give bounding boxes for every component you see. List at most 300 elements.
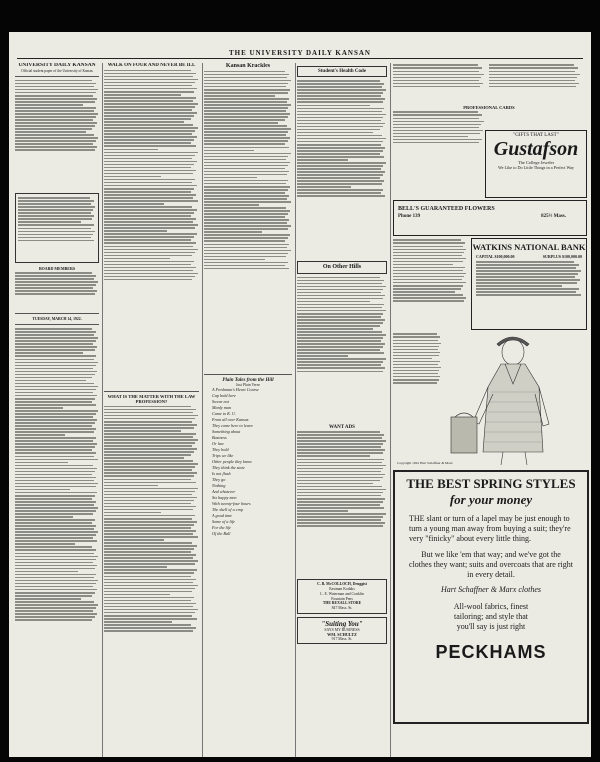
text-line-texture	[104, 457, 184, 459]
text-line-texture	[15, 128, 92, 130]
text-line-texture	[297, 361, 383, 363]
poem-line: They think the state	[212, 464, 245, 470]
text-line-texture	[297, 162, 386, 164]
text-line-texture	[104, 73, 196, 75]
rule	[15, 324, 99, 325]
text-line-texture	[104, 521, 197, 523]
text-line-texture	[15, 462, 68, 464]
date-line: TUESDAY, MARCH 14, 1922.	[32, 317, 82, 322]
poem-line: Something about	[212, 428, 241, 434]
text-line-texture	[204, 189, 288, 191]
text-line-texture	[204, 119, 285, 121]
text-line-texture	[104, 164, 194, 166]
text-line-texture	[297, 147, 385, 149]
text-line-texture	[104, 145, 196, 147]
text-line-texture	[104, 82, 195, 84]
text-line-texture	[104, 600, 191, 602]
text-line-texture	[297, 174, 383, 176]
text-line-texture	[204, 165, 288, 167]
text-line-texture	[297, 171, 385, 173]
spring-maker: Hart Schaffner & Marx clothes	[441, 585, 541, 594]
text-line-texture	[104, 436, 193, 438]
text-line-texture	[15, 440, 93, 442]
text-line-texture	[297, 168, 381, 170]
text-line-texture	[393, 114, 482, 116]
text-line-texture	[393, 352, 440, 354]
text-line-texture	[297, 452, 383, 454]
text-line-texture	[476, 285, 562, 287]
text-line-texture	[104, 615, 192, 617]
text-line-texture	[15, 522, 92, 524]
text-line-texture	[297, 310, 386, 312]
text-line-texture	[18, 206, 95, 208]
text-line-texture	[104, 133, 192, 135]
text-line-texture	[393, 124, 481, 126]
text-line-texture	[204, 98, 289, 100]
text-line-texture	[297, 180, 384, 182]
text-line-texture	[104, 530, 196, 532]
text-line-texture	[104, 136, 197, 138]
text-line-texture	[104, 466, 195, 468]
text-line-texture	[104, 557, 193, 559]
text-line-texture	[104, 206, 192, 208]
text-line-texture	[15, 525, 96, 527]
text-line-texture	[15, 446, 95, 448]
poem-line: Six happy men	[212, 494, 237, 500]
text-line-texture	[297, 192, 381, 194]
poem-line: Nothing	[212, 482, 226, 488]
text-line-texture	[104, 106, 195, 108]
text-line-texture	[297, 280, 384, 282]
text-line-texture	[15, 119, 93, 121]
text-line-texture	[15, 116, 96, 118]
text-line-texture	[15, 404, 96, 406]
text-line-texture	[104, 627, 196, 629]
text-line-texture	[297, 328, 373, 330]
text-line-texture	[204, 180, 288, 182]
text-line-texture	[15, 422, 95, 424]
text-line-texture	[393, 261, 463, 263]
text-line-texture	[297, 507, 384, 509]
text-line-texture	[15, 104, 83, 106]
text-line-texture	[393, 288, 461, 290]
text-line-texture	[15, 140, 96, 142]
other-hills-title: On Other Hills	[297, 261, 387, 273]
spring-styles-ad	[393, 470, 589, 724]
text-line-texture	[104, 267, 196, 269]
rule	[15, 76, 99, 77]
text-line-texture	[15, 143, 93, 145]
text-line-texture	[15, 531, 98, 533]
text-line-texture	[18, 215, 94, 217]
drug-store-ad	[297, 579, 387, 614]
text-line-texture	[104, 412, 193, 414]
text-line-texture	[104, 566, 167, 568]
text-line-texture	[393, 300, 464, 302]
text-line-texture	[104, 218, 196, 220]
text-line-texture	[104, 170, 196, 172]
text-line-texture	[297, 516, 383, 518]
text-line-texture	[297, 325, 380, 327]
drug-store-ad-line: 847 Mass. St.	[331, 606, 353, 611]
text-line-texture	[297, 440, 386, 442]
text-line-texture	[15, 610, 93, 612]
column-3	[204, 63, 296, 757]
rule	[204, 374, 292, 375]
text-line-texture	[393, 139, 482, 141]
text-line-texture	[15, 331, 96, 333]
text-line-texture	[297, 286, 386, 288]
text-line-texture	[104, 182, 192, 184]
drug-store-ad-line: Fountain Pens	[331, 596, 353, 601]
text-line-texture	[104, 618, 197, 620]
bells-flowers-phone: Phone 139	[398, 214, 421, 219]
poem-line: The shell of a crop	[212, 506, 244, 512]
text-line-texture	[476, 276, 575, 278]
text-line-texture	[297, 126, 383, 128]
shop-list	[489, 63, 581, 103]
text-line-texture	[393, 71, 479, 73]
poem-line: Business	[212, 434, 227, 440]
text-line-texture	[104, 588, 195, 590]
text-line-texture	[204, 110, 286, 112]
text-line-texture	[104, 418, 195, 420]
text-line-texture	[297, 525, 383, 527]
text-line-texture	[393, 346, 439, 348]
text-line-texture	[393, 86, 480, 88]
poem-line: Came to K. U.	[212, 410, 237, 416]
text-line-texture	[104, 236, 194, 238]
text-line-texture	[204, 244, 289, 246]
text-line-texture	[15, 80, 92, 82]
text-line-texture	[297, 465, 386, 467]
text-line-texture	[476, 267, 576, 269]
text-line-texture	[489, 71, 575, 73]
text-line-texture	[104, 421, 192, 423]
text-line-texture	[104, 91, 194, 93]
text-line-texture	[297, 177, 380, 179]
text-line-texture	[297, 117, 383, 119]
text-line-texture	[393, 361, 440, 363]
text-line-texture	[393, 382, 437, 384]
text-line-texture	[15, 468, 97, 470]
text-line-texture	[204, 131, 288, 133]
text-line-texture	[297, 468, 383, 470]
text-line-texture	[15, 443, 97, 445]
text-line-texture	[297, 522, 385, 524]
text-line-texture	[15, 619, 92, 621]
poem-line: They go	[212, 476, 226, 482]
text-line-texture	[104, 176, 161, 178]
text-line-texture	[297, 334, 386, 336]
spring-body-2: But we like 'em that way; and we've got the clothes they want; suits and overcoats that are right in every detail.	[409, 550, 573, 579]
text-line-texture	[15, 607, 96, 609]
text-line-texture	[15, 125, 95, 127]
text-line-texture	[15, 504, 94, 506]
text-line-texture	[15, 474, 92, 476]
text-line-texture	[104, 242, 196, 244]
text-line-texture	[104, 215, 191, 217]
spring-tag-1: All-wool fabrics, finest	[453, 602, 529, 611]
text-line-texture	[104, 494, 192, 496]
text-line-texture	[15, 483, 98, 485]
text-line-texture	[393, 336, 440, 338]
text-line-texture	[104, 445, 192, 447]
text-line-texture	[104, 264, 191, 266]
text-line-texture	[15, 425, 92, 427]
rule	[104, 391, 199, 392]
text-line-texture	[15, 556, 98, 558]
text-line-texture	[297, 489, 386, 491]
text-line-texture	[15, 122, 97, 124]
text-line-texture	[15, 431, 94, 433]
text-line-texture	[204, 134, 286, 136]
text-line-texture	[104, 585, 198, 587]
spring-tag-3: you'll say is just right	[456, 622, 526, 631]
text-line-texture	[15, 595, 92, 597]
text-line-texture	[297, 138, 386, 140]
gustafson-tagline: "GIFTS THAT LAST"	[513, 133, 559, 138]
text-line-texture	[15, 395, 97, 397]
text-line-texture	[297, 129, 380, 131]
column-2	[104, 63, 203, 757]
text-line-texture	[104, 472, 197, 474]
text-line-texture	[15, 113, 98, 115]
text-line-texture	[15, 543, 75, 545]
text-line-texture	[15, 492, 97, 494]
text-line-texture	[297, 114, 386, 116]
text-line-texture	[393, 118, 479, 120]
text-line-texture	[104, 475, 194, 477]
text-line-texture	[104, 460, 193, 462]
text-line-texture	[393, 279, 462, 281]
text-line-texture	[204, 222, 287, 224]
text-line-texture	[204, 192, 285, 194]
text-line-texture	[104, 188, 194, 190]
text-line-texture	[204, 71, 285, 73]
poem-line: And whatever	[212, 488, 236, 494]
text-line-texture	[18, 231, 95, 233]
text-line-texture	[104, 167, 191, 169]
text-line-texture	[393, 77, 481, 79]
text-line-texture	[15, 365, 96, 367]
text-line-texture	[204, 104, 291, 106]
text-line-texture	[393, 121, 484, 123]
text-line-texture	[104, 524, 194, 526]
text-line-texture	[393, 264, 453, 266]
text-line-texture	[104, 97, 196, 99]
text-line-texture	[15, 374, 95, 376]
text-line-texture	[297, 277, 380, 279]
text-line-texture	[18, 197, 90, 199]
text-line-texture	[204, 216, 285, 218]
text-line-texture	[297, 183, 382, 185]
text-line-texture	[15, 428, 96, 430]
text-line-texture	[204, 125, 287, 127]
text-line-texture	[393, 276, 464, 278]
editorial-body	[15, 328, 99, 757]
text-line-texture	[104, 94, 181, 96]
bank-capital: CAPITAL $100,000.00	[476, 254, 515, 259]
spring-subheadline: for your money	[449, 492, 533, 507]
text-line-texture	[476, 279, 580, 281]
text-line-texture	[297, 474, 385, 476]
text-line-texture	[476, 282, 577, 284]
poem-line: With twenty-four hours	[212, 500, 251, 506]
text-line-texture	[15, 486, 96, 488]
text-line-texture	[15, 571, 78, 573]
text-line-texture	[104, 230, 167, 232]
text-line-texture	[204, 107, 288, 109]
text-line-texture	[489, 86, 576, 88]
text-line-texture	[15, 131, 86, 133]
text-line-texture	[18, 212, 91, 214]
column-1	[15, 63, 103, 757]
drug-store-ad-line: L. E. Waterman and Conklin	[320, 591, 364, 596]
text-line-texture	[204, 207, 286, 209]
text-line-texture	[297, 449, 385, 451]
text-line-texture	[104, 100, 193, 102]
text-line-texture	[204, 247, 287, 249]
text-line-texture	[204, 234, 290, 236]
text-line-texture	[15, 480, 94, 482]
text-line-texture	[104, 500, 194, 502]
text-line-texture	[104, 512, 161, 514]
poem-byline: Just Plain Verse	[236, 382, 260, 387]
text-line-texture	[15, 284, 96, 286]
text-line-texture	[104, 579, 196, 581]
text-line-texture	[393, 111, 478, 113]
text-line-texture	[104, 76, 193, 78]
text-line-texture	[393, 373, 438, 375]
text-line-texture	[204, 250, 291, 252]
text-line-texture	[204, 231, 262, 233]
text-line-texture	[15, 362, 98, 364]
text-line-texture	[204, 150, 254, 152]
gustafson-ad-box	[485, 130, 587, 198]
text-line-texture	[104, 424, 197, 426]
text-line-texture	[204, 159, 286, 161]
text-line-texture	[104, 209, 197, 211]
text-line-texture	[15, 89, 98, 91]
text-line-texture	[393, 379, 439, 381]
text-line-texture	[15, 616, 95, 618]
text-line-texture	[15, 101, 95, 103]
text-line-texture	[15, 546, 92, 548]
text-line-texture	[104, 609, 198, 611]
text-line-texture	[15, 534, 96, 536]
text-line-texture	[297, 446, 381, 448]
text-line-texture	[18, 224, 94, 226]
poem-line: A good time	[212, 512, 233, 518]
text-line-texture	[393, 142, 479, 144]
text-line-texture	[204, 113, 290, 115]
paper-subtitle: Official student paper of the University of Kansas	[21, 68, 93, 73]
poem-line: They come here to learn	[212, 422, 253, 428]
text-line-texture	[297, 101, 383, 103]
text-line-texture	[489, 80, 575, 82]
text-line-texture	[104, 479, 191, 481]
text-line-texture	[297, 355, 348, 357]
text-line-texture	[104, 233, 197, 235]
text-line-texture	[104, 139, 194, 141]
text-line-texture	[393, 349, 438, 351]
text-line-texture	[393, 255, 462, 257]
text-line-texture	[104, 506, 196, 508]
text-line-texture	[18, 234, 93, 236]
watkins-bank-ad	[471, 238, 587, 330]
text-line-texture	[297, 307, 382, 309]
article-title: WALK ON FOUR AND NEVER BE ILL	[107, 63, 196, 68]
text-line-texture	[204, 171, 289, 173]
text-line-texture	[104, 515, 195, 517]
poem-line: A Freshman's Heart Course	[212, 386, 259, 392]
text-line-texture	[15, 465, 93, 467]
text-line-texture	[393, 282, 466, 284]
text-line-texture	[297, 135, 382, 137]
text-line-texture	[297, 89, 386, 91]
text-line-texture	[297, 301, 370, 303]
text-line-texture	[489, 83, 579, 85]
text-line-texture	[15, 368, 93, 370]
text-line-texture	[297, 144, 381, 146]
text-line-texture	[104, 70, 191, 72]
text-line-texture	[204, 89, 290, 91]
text-line-texture	[104, 130, 195, 132]
text-line-texture	[104, 149, 158, 151]
text-line-texture	[204, 168, 285, 170]
text-line-texture	[297, 349, 380, 351]
text-line-texture	[104, 194, 196, 196]
spring-body-1: THE slant or turn of a lapel may be just enough to turn a young man away from buying a suit; they're very "finicky" about every little thing.	[409, 514, 571, 543]
text-line-texture	[297, 443, 383, 445]
text-line-texture	[204, 92, 288, 94]
text-line-texture	[297, 434, 384, 436]
text-line-texture	[15, 501, 96, 503]
text-line-texture	[104, 127, 198, 129]
text-line-texture	[297, 289, 383, 291]
text-line-texture	[104, 249, 198, 251]
text-line-texture	[104, 548, 194, 550]
poem-line: Of the Ball	[212, 530, 231, 536]
text-line-texture	[104, 448, 197, 450]
text-line-texture	[104, 109, 192, 111]
bank-surplus: SURPLUS $100,000.00	[542, 254, 582, 259]
column-4	[297, 63, 391, 757]
text-line-texture	[393, 242, 465, 244]
text-line-texture	[104, 279, 192, 281]
text-line-texture	[104, 542, 192, 544]
text-line-texture	[15, 278, 94, 280]
text-line-texture	[204, 74, 289, 76]
text-line-texture	[204, 143, 285, 145]
text-line-texture	[104, 469, 192, 471]
text-line-texture	[15, 449, 92, 451]
text-line-texture	[15, 334, 94, 336]
text-line-texture	[204, 153, 291, 155]
text-line-texture	[393, 364, 438, 366]
text-line-texture	[297, 120, 381, 122]
text-line-texture	[489, 67, 578, 69]
text-line-texture	[15, 434, 65, 436]
drug-store-ad-line: Eastman Kodaks	[329, 587, 355, 592]
bells-flowers-title: BELL'S GUARANTEED FLOWERS	[398, 206, 495, 212]
text-line-texture	[393, 127, 479, 129]
text-line-texture	[15, 287, 93, 289]
text-line-texture	[15, 568, 95, 570]
text-line-texture	[204, 77, 287, 79]
paper-title: UNIVERSITY DAILY KANSAN	[18, 63, 96, 68]
